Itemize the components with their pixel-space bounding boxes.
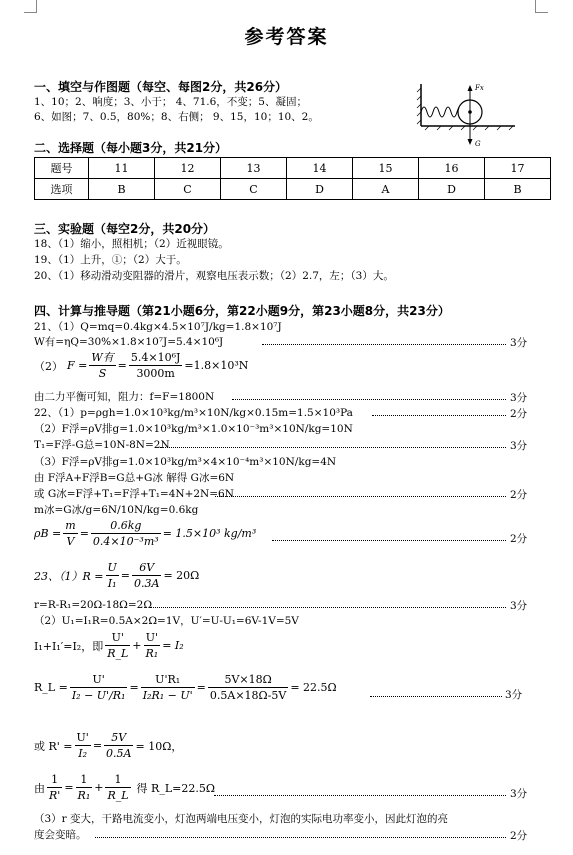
spring-force-diagram bbox=[415, 82, 519, 154]
fraction-denominator: I₁ bbox=[107, 577, 117, 590]
table-cell-number: 11 bbox=[89, 158, 155, 179]
eq-result: = 10Ω， bbox=[135, 739, 183, 753]
fraction-numerator: 5.4×10⁶J bbox=[130, 351, 181, 364]
section-2-heading: 二、选择题（每小题3分，共21分） bbox=[34, 141, 228, 155]
q22-line-3: T₁=F浮-G总=10N-8N=2N bbox=[34, 439, 170, 451]
q22-line-1: 22、（1）p=ρgh=1.0×10³kg/m³×10N/kg×0.15m=1.5×10³Pa bbox=[34, 407, 353, 419]
leader-dots bbox=[150, 607, 506, 608]
score-q21-1: 3分 bbox=[510, 337, 528, 349]
q19-answer: 19、（1）上升，①；（2）大于。 bbox=[34, 254, 187, 266]
table-cell-number: 13 bbox=[221, 158, 287, 179]
score-q21-2: 3分 bbox=[510, 392, 528, 404]
table-cell-number: 12 bbox=[155, 158, 221, 179]
eq-sign: = bbox=[196, 681, 206, 694]
eq-prefix: （2） bbox=[34, 359, 63, 373]
leader-dots bbox=[214, 795, 506, 796]
q21-force-equation bbox=[34, 350, 248, 381]
eq-sign: = bbox=[79, 527, 89, 540]
fraction bbox=[63, 518, 77, 549]
q21-line-1: 21、（1）Q=mq=0.4kg×4.5×10⁷J/kg=1.8×10⁷J bbox=[34, 321, 282, 333]
fraction-denominator: 0.4×10⁻³m³ bbox=[92, 535, 159, 548]
fraction-denominator: I₂ bbox=[78, 747, 88, 760]
force-label-fx: Fx bbox=[475, 84, 484, 92]
section-3-heading: 三、实验题（每空2分，共20分） bbox=[34, 222, 216, 236]
fraction bbox=[105, 772, 130, 803]
score-q22-4: 2分 bbox=[510, 533, 528, 545]
eq-result: = 20Ω bbox=[163, 569, 200, 582]
fraction-numerator: 1 bbox=[76, 772, 93, 788]
score-q22-3: 2分 bbox=[510, 489, 528, 501]
q23-resistance-equation bbox=[34, 560, 199, 591]
answer-table bbox=[34, 157, 551, 200]
eq-sign: = bbox=[129, 681, 139, 694]
score-q22-2: 3分 bbox=[510, 440, 528, 452]
fraction-denominator: R₁ bbox=[145, 647, 159, 660]
leader-dots bbox=[215, 496, 506, 497]
page-title: 参考答案 bbox=[244, 26, 329, 48]
eq-result: = 1.5×10³ kg/m³ bbox=[162, 527, 257, 540]
table-cell-number: 14 bbox=[287, 158, 353, 179]
fraction-denominator: 0.5A×18Ω-5V bbox=[209, 689, 287, 702]
fraction bbox=[141, 672, 195, 703]
fraction-denominator: 0.3A bbox=[134, 577, 160, 590]
answer-table-row-numbers bbox=[35, 158, 551, 179]
eq-prefix: 或 R' = bbox=[34, 739, 73, 753]
eq-prefix: 由 bbox=[34, 781, 45, 795]
table-cell-answer: C bbox=[221, 179, 287, 200]
fraction bbox=[70, 672, 128, 703]
fraction bbox=[91, 518, 161, 549]
corner-mark-top-left bbox=[24, 0, 37, 13]
section-4-heading: 四、计算与推导题（第21小题6分，第22小题9分，第23小题8分，共23分） bbox=[34, 304, 450, 318]
table-cell-answer: D bbox=[287, 179, 353, 200]
table-cell-number: 15 bbox=[353, 158, 419, 179]
fraction bbox=[106, 560, 119, 591]
eq-result: = I₂ bbox=[162, 639, 184, 652]
fraction-denominator: 0.5A bbox=[106, 747, 132, 760]
table-cell-answer: B bbox=[89, 179, 155, 200]
fraction-numerator: U' bbox=[105, 630, 130, 646]
leader-dots bbox=[262, 344, 506, 345]
fraction bbox=[132, 560, 161, 591]
eq-result: 得 R_L=22.5Ω bbox=[136, 781, 215, 795]
q22-line-6: 或 G冰=F浮+T₁=F浮+T₁=4N+2N=6N bbox=[34, 488, 234, 500]
sec1-line-2: 6、如图；7、0.5，80%；8、右侧； 9、15，10；10、2。 bbox=[34, 111, 319, 123]
eq-prefix: 23、（1）R = bbox=[34, 569, 104, 583]
fraction-numerator: m bbox=[65, 519, 76, 532]
leader-dots bbox=[272, 540, 506, 541]
fraction-numerator: U' bbox=[144, 630, 161, 646]
force-label-g: G bbox=[475, 140, 481, 148]
fraction-numerator: U'R₁ bbox=[141, 672, 195, 688]
leader-dots bbox=[370, 696, 502, 697]
fraction-numerator: 5V bbox=[104, 730, 133, 746]
table-cell-answer: C bbox=[155, 179, 221, 200]
fraction-denominator: R₁ bbox=[77, 789, 91, 802]
eq-result: =1.8×10³N bbox=[184, 359, 249, 372]
eq-prefix: I₁+I₁′=I₂，即 bbox=[34, 639, 104, 653]
fraction-denominator: I₂ − U'/R₁ bbox=[71, 689, 126, 702]
fraction-numerator: 0.6kg bbox=[91, 518, 161, 534]
fraction-denominator: R' bbox=[49, 789, 61, 802]
table-cell-answer: A bbox=[353, 179, 419, 200]
table-row-label: 选项 bbox=[35, 179, 89, 200]
q23-line-2: r=R-R₁=20Ω-18Ω=2Ω bbox=[34, 599, 153, 611]
leader-dots bbox=[232, 399, 506, 400]
fraction bbox=[129, 350, 183, 381]
fraction bbox=[144, 630, 161, 661]
eq-plus: + bbox=[132, 639, 142, 652]
q20-answer: 20、（1）移动滑动变阻器的滑片，观察电压表示数；（2）2.7，左；（3）大。 bbox=[34, 270, 394, 282]
table-header-label: 题号 bbox=[35, 158, 89, 179]
fraction-numerator: 6V bbox=[132, 560, 161, 576]
leader-dots bbox=[95, 837, 506, 838]
fraction bbox=[104, 730, 133, 761]
fraction-numerator: U' bbox=[70, 672, 128, 688]
table-cell-number: 16 bbox=[419, 158, 485, 179]
fraction-numerator: 1 bbox=[105, 772, 130, 788]
table-cell-answer: D bbox=[419, 179, 485, 200]
score-q23-1: 3分 bbox=[510, 600, 528, 612]
fraction-numerator: 1 bbox=[47, 772, 62, 788]
eq-result: = 22.5Ω bbox=[290, 681, 337, 694]
q22-line-7: m冰=G冰/g=6N/10N/kg=0.6kg bbox=[34, 504, 199, 516]
fraction bbox=[75, 730, 91, 761]
fraction-denominator: S bbox=[98, 367, 107, 380]
eq-sign: = bbox=[117, 359, 127, 372]
eq-plus: + bbox=[94, 781, 104, 794]
fraction-numerator: U bbox=[107, 561, 117, 574]
fraction bbox=[89, 350, 115, 381]
eq-prefix: R_L = bbox=[34, 681, 68, 694]
sec1-line-1: 1、10；2、响度；3、小于； 4、71.6，不变；5、凝固； bbox=[34, 96, 307, 108]
q21-line-4: 由二力平衡可知，阻力：f=F=1800N bbox=[34, 391, 215, 403]
q18-answer: 18、（1）缩小，照相机；（2）近视眼镜。 bbox=[34, 238, 229, 250]
fraction bbox=[208, 672, 288, 703]
eq-sign: = bbox=[92, 739, 103, 752]
leader-dots bbox=[160, 447, 506, 448]
fraction-denominator: R_L bbox=[107, 647, 129, 660]
q23-line-9: 度会变暗。 bbox=[34, 829, 87, 841]
q23-parallel-equation bbox=[34, 772, 215, 803]
q23-rprime-equation bbox=[34, 730, 182, 761]
q23-line-8: （3）r 变大，干路电流变小，灯泡两端电压变小，灯泡的实际电功率变小，因此灯泡的亮 bbox=[34, 813, 449, 825]
q23-current-equation bbox=[34, 630, 184, 661]
q23-rl-equation bbox=[34, 672, 337, 703]
section-1-heading: 一、填空与作图题（每空、每图2分，共26分） bbox=[34, 80, 288, 94]
q22-density-equation bbox=[34, 518, 256, 549]
fraction bbox=[76, 772, 93, 803]
fraction bbox=[47, 772, 62, 803]
score-q23-4: 2分 bbox=[510, 830, 528, 842]
q22-line-5: 由 F浮A+F浮B=G总+G冰 解得 G冰=6N bbox=[34, 472, 235, 484]
q22-line-4: （3）F浮=ρV排g=1.0×10³kg/m³×4×10⁻⁴m³×10N/kg=4N bbox=[34, 456, 337, 468]
score-q23-3: 3分 bbox=[510, 788, 528, 800]
q21-line-2: W有=ηQ=30%×1.8×10⁷J=5.4×10⁶J bbox=[34, 336, 224, 348]
fraction-denominator: I₂R₁ − U' bbox=[142, 689, 193, 702]
eq-symbol: F = bbox=[67, 359, 88, 372]
corner-mark-top-right bbox=[535, 0, 548, 13]
table-cell-number: 17 bbox=[485, 158, 551, 179]
leader-dots bbox=[372, 415, 506, 416]
fraction-denominator: R_L bbox=[107, 789, 129, 802]
fraction-numerator: W有 bbox=[91, 351, 114, 364]
fraction-denominator: 3000m bbox=[136, 367, 175, 380]
q22-line-2: （2）F浮=ρV排g=1.0×10³kg/m³×1.0×10⁻³m³×10N/kg=10N bbox=[34, 423, 353, 435]
table-cell-answer: B bbox=[485, 179, 551, 200]
score-q23-2: 3分 bbox=[505, 689, 523, 701]
fraction-denominator: V bbox=[66, 535, 75, 548]
fraction-numerator: U' bbox=[76, 731, 89, 744]
eq-sign: = bbox=[120, 569, 130, 582]
eq-sign: = bbox=[64, 781, 74, 794]
fraction bbox=[105, 630, 130, 661]
q23-line-3: （2）U₁=I₁R=0.5A×2Ω=1V，U′=U-U₁=6V-1V=5V bbox=[34, 615, 299, 627]
fraction-numerator: 5V×18Ω bbox=[208, 672, 288, 688]
score-q22-1: 2分 bbox=[510, 408, 528, 420]
answer-table-row-answers bbox=[35, 179, 551, 200]
eq-symbol: ρB = bbox=[34, 527, 62, 540]
